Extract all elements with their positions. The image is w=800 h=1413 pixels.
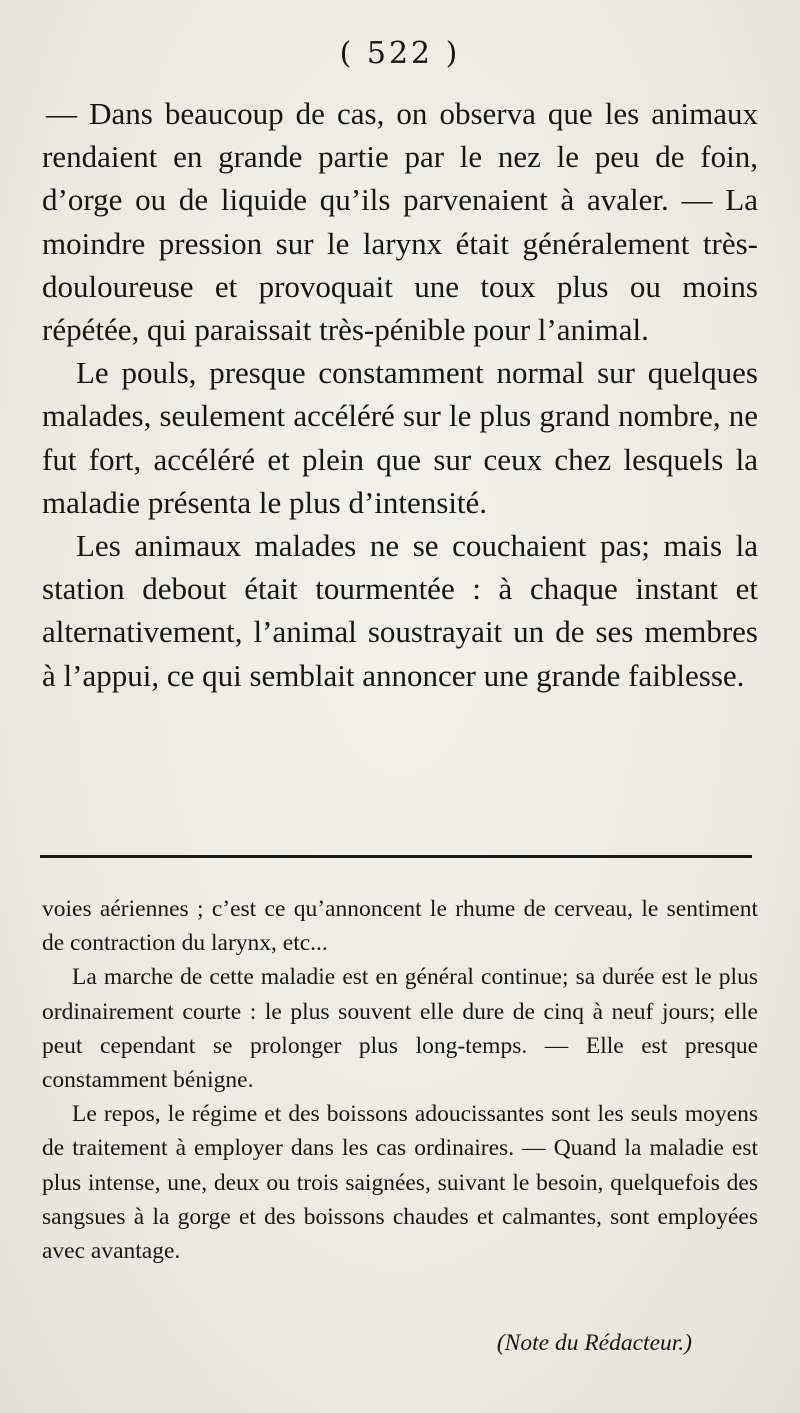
main-paragraph-2: Le pouls, presque constamment normal sur quelques malades, seulement accéléré sur le plus grand nombre, ne fut fort, accéléré et plein que sur ceux chez lesquels la maladie présenta le plus d’intensité. — [42, 355, 758, 520]
footnote-separator — [40, 855, 752, 858]
footnote-paragraph-1: La marche de cette maladie est en général continue; sa durée est le plus ordinairement courte : le plus souvent elle dure de cinq à neuf jours; elle peut cependant se prolonger plus long-temps. — Elle est presque constamment bénigne. — [42, 964, 758, 1094]
main-paragraph-1: — Dans beaucoup de cas, on observa que les animaux rendaient en grande partie par le nez le peu de foin, d’orge ou de liquide qu’ils parvenaient à avaler. — La moindre pression sur le larynx était généralement très-douloureuse et provoquait une toux plus ou moins répétée, qui paraissait très-pénible pour l’animal. — [42, 96, 758, 348]
footnote-paragraph-2: Le repos, le régime et des boissons adoucissantes sont les seuls moyens de traitement à employer dans les cas ordinaires. — Quand la maladie est plus intense, une, deux ou trois saignées, suivant le besoin, quelquefois des sangsues à la gorge et des boissons chaudes et calmantes, sont employées avec avantage. — [42, 1101, 758, 1265]
page-number: ( 522 ) — [339, 36, 461, 71]
main-text — [42, 92, 758, 697]
footnote-block — [42, 892, 758, 1268]
main-paragraph-3: Les animaux malades ne se couchaient pas; mais la station debout était tourmentée : à chaque instant et alternativement, l’animal soustrayait un de ses membres à l’appui, ce qui semblait annoncer une grande faiblesse. — [42, 528, 758, 693]
editor-note-signature: (Note du Rédacteur.) — [496, 1330, 692, 1356]
footnote-continuation: voies aériennes ; c’est ce qu’annoncent le rhume de cerveau, le sentiment de contraction du larynx, etc... — [42, 896, 758, 957]
